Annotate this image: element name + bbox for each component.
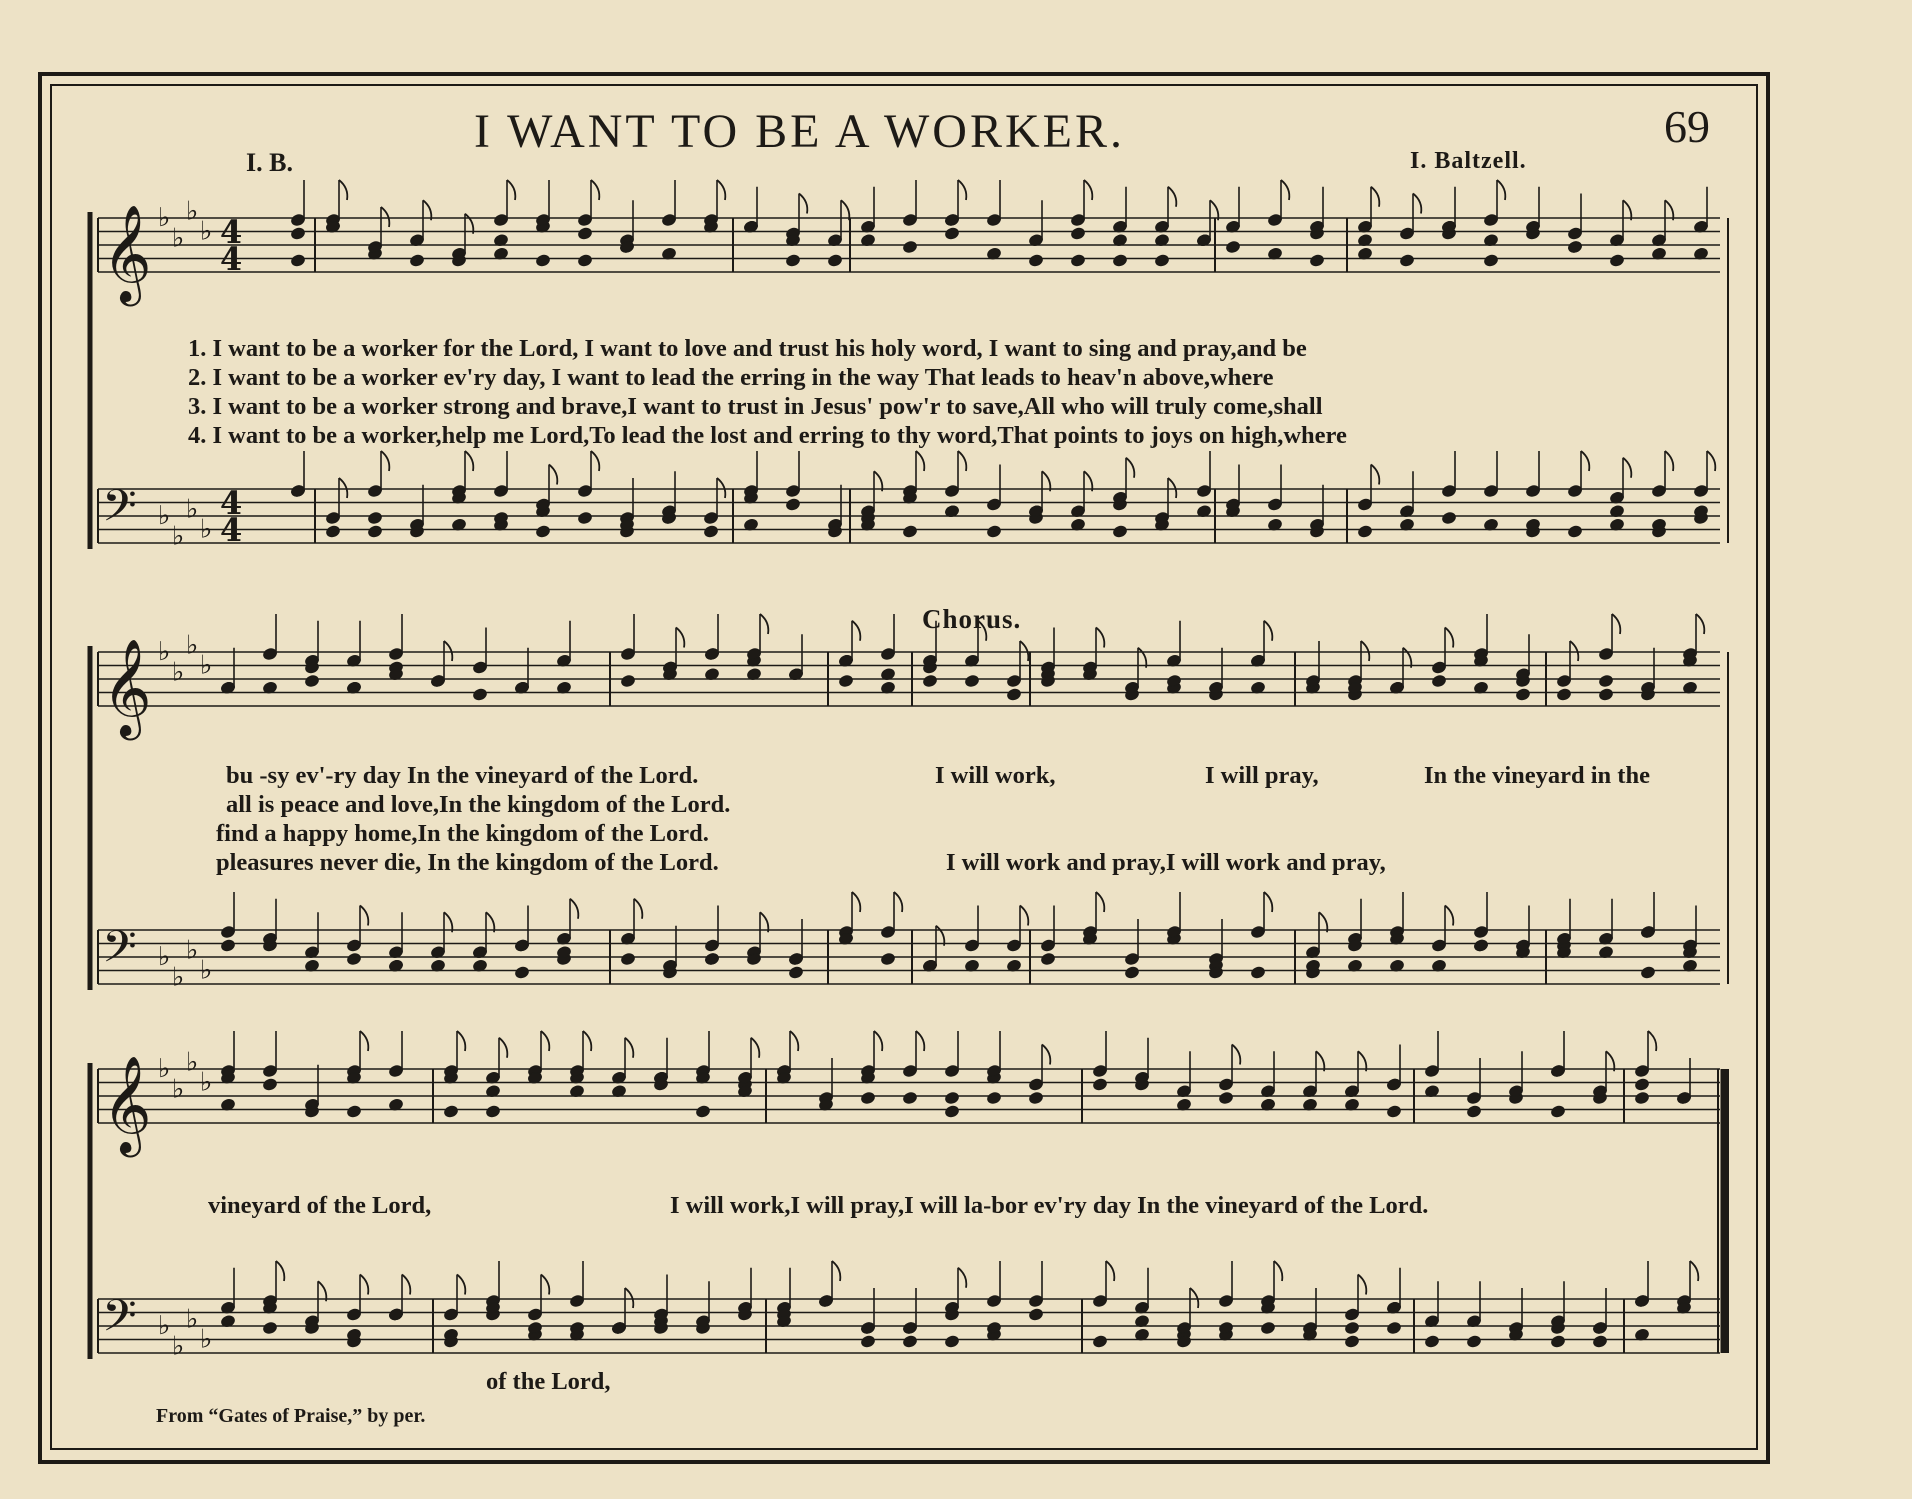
svg-text:♭: ♭ — [200, 216, 213, 247]
chorus-vineyard: In the vineyard in the — [1424, 762, 1650, 789]
svg-text:𝄞: 𝄞 — [102, 638, 152, 736]
svg-text:♭: ♭ — [172, 223, 185, 254]
verse-ending-2: all is peace and love,In the kingdom of the Lord. — [226, 791, 731, 818]
chorus-work-and-pray: I will work and pray,I will work and pray, — [946, 849, 1386, 876]
svg-text:♭: ♭ — [200, 514, 213, 545]
svg-text:♭: ♭ — [158, 1054, 171, 1084]
svg-text:♭: ♭ — [172, 657, 185, 688]
composer-credit: I. Baltzell. — [1410, 148, 1527, 174]
svg-text:♭: ♭ — [200, 955, 213, 986]
svg-text:♭: ♭ — [158, 942, 171, 972]
svg-text:♭: ♭ — [172, 962, 185, 993]
svg-text:𝄢: 𝄢 — [102, 920, 137, 984]
svg-text:♭: ♭ — [172, 1331, 185, 1362]
svg-text:𝄢: 𝄢 — [102, 1289, 137, 1353]
svg-text:♭: ♭ — [200, 1067, 213, 1098]
chorus-label: Chorus. — [922, 604, 1022, 634]
svg-text:𝄢: 𝄢 — [102, 479, 137, 543]
svg-text:4: 4 — [220, 511, 243, 549]
page-number: 69 — [1664, 101, 1710, 152]
svg-text:♭: ♭ — [158, 203, 171, 233]
verse-2-line: 2. I want to be a worker ev'ry day, I want to lead the erring in the way That leads to heav'n above,where — [188, 364, 1274, 391]
system3-lyric-b: I will work,I will pray,I will la-bor ev'ry day In the vineyard of the Lord. — [670, 1192, 1429, 1219]
svg-text:4: 4 — [220, 213, 243, 251]
svg-text:♭: ♭ — [186, 1047, 199, 1078]
system3-lyric-a: vineyard of the Lord, — [208, 1192, 432, 1219]
svg-text:♭: ♭ — [172, 521, 185, 552]
svg-text:♭: ♭ — [200, 1324, 213, 1355]
svg-text:♭: ♭ — [158, 1311, 171, 1341]
svg-text:4: 4 — [220, 484, 243, 522]
svg-text:♭: ♭ — [186, 1304, 199, 1335]
svg-text:♭: ♭ — [172, 1074, 185, 1105]
svg-text:♭: ♭ — [186, 630, 199, 661]
hymn-title: I WANT TO BE A WORKER. — [474, 105, 1125, 158]
svg-text:♭: ♭ — [186, 196, 199, 227]
verse-1-line: 1. I want to be a worker for the Lord, I want to love and trust his holy word, I want to sing and pray,and be — [188, 335, 1307, 362]
verse-3-line: 3. I want to be a worker strong and brave,I want to trust in Jesus' pow'r to save,All who will truly come,shall — [188, 393, 1323, 420]
source-credit: From “Gates of Praise,” by per. — [156, 1405, 426, 1427]
system3-bass-lyric: of the Lord, — [486, 1368, 611, 1395]
svg-text:♭: ♭ — [158, 637, 171, 667]
svg-text:𝄞: 𝄞 — [102, 1055, 152, 1153]
verse-ending-3: find a happy home,In the kingdom of the Lord. — [216, 820, 709, 847]
svg-text:♭: ♭ — [186, 935, 199, 966]
svg-text:𝄞: 𝄞 — [102, 204, 152, 302]
svg-text:♭: ♭ — [158, 501, 171, 531]
chorus-i-will-pray: I will pray, — [1205, 762, 1319, 789]
svg-text:♭: ♭ — [200, 650, 213, 681]
chorus-i-will-work: I will work, — [935, 762, 1056, 789]
lyricist-credit: I. B. — [246, 148, 293, 177]
svg-text:♭: ♭ — [186, 494, 199, 525]
verse-ending-1: bu -sy ev'-ry day In the vineyard of the Lord. — [226, 762, 699, 789]
svg-text:4: 4 — [220, 240, 243, 278]
verse-4-line: 4. I want to be a worker,help me Lord,To lead the lost and erring to thy word,That points to joys on high,where — [188, 422, 1347, 449]
verse-ending-4: pleasures never die, In the kingdom of the Lord. — [216, 849, 719, 876]
